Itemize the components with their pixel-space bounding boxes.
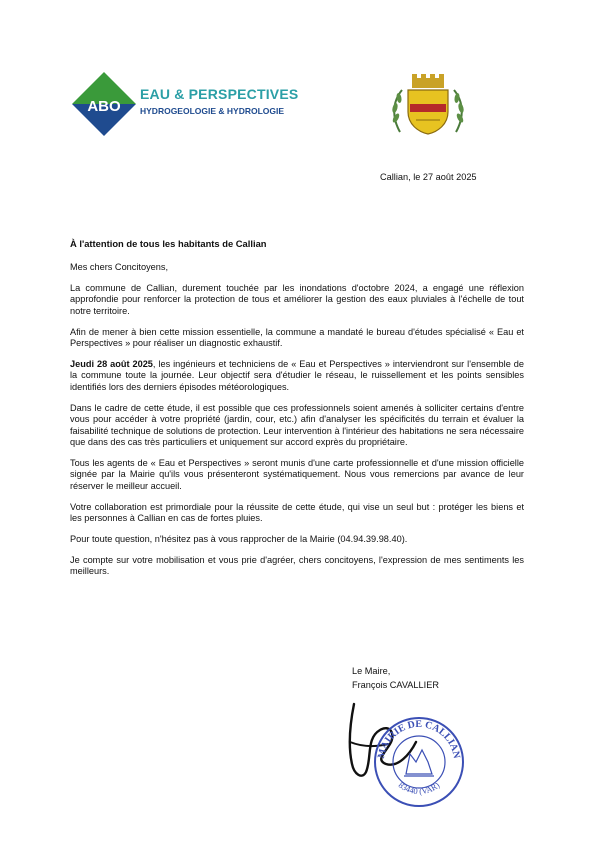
abo-badge-text: ABO: [87, 98, 121, 115]
stamp-top-text: MAIRIE DE CALLIAN: [376, 718, 462, 760]
logo-subtitle: HYDROGEOLOGIE & HYDROLOGIE: [140, 106, 285, 116]
letter-greeting: Mes chers Concitoyens,: [70, 262, 169, 272]
letter-heading: À l'attention de tous les habitants de Callian: [70, 238, 267, 249]
abo-diamond-icon: [72, 72, 136, 136]
paragraph: Je compte sur votre mobilisation et vous prie d'agréer, chers concitoyens, l'expression de mes sentiments les meilleurs.: [70, 554, 524, 577]
intervention-date: Jeudi 28 août 2025: [70, 359, 153, 370]
signoff-name: François CAVALLIER: [352, 680, 439, 690]
paragraph: Afin de mener à bien cette mission essentielle, la commune a mandaté le bureau d'études spécialisé « Eau et Perspectives » pour réaliser un diagnostic exhaustif.: [70, 326, 524, 349]
paragraph: Dans le cadre de cette étude, il est possible que ces professionnels soient amenés à solliciter certains d'entre vous pour accéder à votre propriété (jardin, cour, etc.) afin d'analyser les spécificités du terrain et évaluer la faisabilité technique de solutions de protection. Leur intervention à l'intérieur des habitations ne sera nécessaire que dans des cas très particuliers et uniquement sur accord exprès du propriétaire.: [70, 402, 524, 447]
paragraph: Tous les agents de « Eau et Perspectives » seront munis d'une carte professionnelle et d'une mission officielle signée par la Mairie qu'ils vous présenteront systématiquement. Nous vous remercions par avance de leur réserver le meilleur accueil.: [70, 457, 524, 491]
signoff-title: Le Maire,: [352, 666, 391, 676]
stamp-bottom-text: 83440 (VAR): [396, 779, 442, 797]
paragraph: La commune de Callian, durement touchée par les inondations d'octobre 2024, a engagé une réflexion approfondie pour renforcer la protection de tous et améliorer la gestion des eaux pluviales à l'échelle de tout notre territoire.: [70, 283, 524, 316]
mairie-stamp: [370, 712, 468, 808]
paragraph: Votre collaboration est primordiale pour la réussite de cette étude, qui vise un seul but : protéger les biens et les personnes à Callian en cas de fortes pluies.: [70, 501, 524, 523]
signoff: [352, 664, 439, 692]
logo-title: EAU & PERSPECTIVES: [140, 86, 299, 102]
eau-perspectives-logo: [72, 72, 312, 136]
paragraph: Jeudi 28 août 2025, les ingénieurs et techniciens de « Eau et Perspectives » interviendront sur l'ensemble de la commune toute la journée. Leur objectif sera d'étudier le réseau, le ruissellement et les points sensibles identifiés lors des derniers épisodes météorologiques.: [70, 359, 524, 392]
letter-date: Callian, le 27 août 2025: [380, 172, 477, 182]
svg-text:MAIRIE DE CALLIAN: [376, 719, 462, 760]
paragraph: Pour toute question, n'hésitez pas à vous rapprocher de la Mairie (04.94.39.98.40).: [70, 533, 408, 544]
coat-of-arms-icon: [386, 74, 470, 136]
svg-text:83440 (VAR): [397, 780, 442, 796]
letter-body: [70, 283, 524, 587]
